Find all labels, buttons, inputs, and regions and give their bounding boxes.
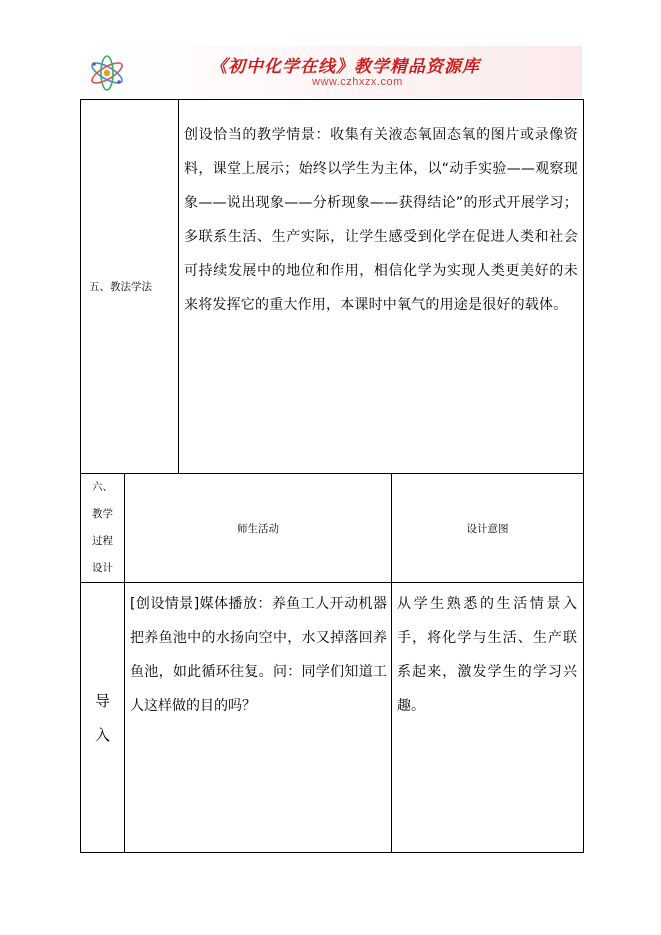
atom-logo-icon <box>86 54 128 92</box>
header-banner <box>80 46 582 98</box>
process-header-row <box>81 474 584 583</box>
process-label-line: 教学 <box>92 508 113 520</box>
process-design-label <box>81 474 125 583</box>
intro-intent-text: 从学生熟悉的生活情景入手，将化学与生活、生产联系起来，激发学生的学习兴趣。 <box>392 583 584 853</box>
lesson-plan-table <box>80 99 584 853</box>
intent-column-header: 设计意图 <box>392 474 584 583</box>
teaching-method-row <box>81 100 584 474</box>
banner-title: 《初中化学在线》教学精品资源库 <box>210 57 480 77</box>
activity-column-header: 师生活动 <box>125 474 392 583</box>
teaching-method-content: 创设恰当的教学情景：收集有关液态氧固态氧的图片或录像资料，课堂上展示；始终以学生为主体，以“动手实验——观察现象——说出现象——分析现象——获得结论”的形式开展学习；多联系生活、生产实际，让学生感受到化学在促进人类和社会可持续发展中的地位和作用，相信化学为实现人类更美好的未来将发挥它的重大作用，本课时中氧气的用途是很好的载体。 <box>179 100 584 474</box>
teaching-method-label: 五、教法学法 <box>81 100 179 474</box>
banner-url: www.czhxzx.com <box>312 76 403 88</box>
process-label-line: 六、 <box>92 481 113 493</box>
intro-row <box>81 583 584 853</box>
intro-label <box>81 583 125 853</box>
process-label-line: 过程 <box>92 535 113 547</box>
intro-label-line: 入 <box>94 725 110 744</box>
process-label-line: 设计 <box>92 562 113 574</box>
intro-activity-text: [创设情景]媒体播放：养鱼工人开动机器把养鱼池中的水扬向空中，水又掉落回养鱼池，如此循环往复。问：同学们知道工人这样做的目的吗？ <box>125 583 392 853</box>
intro-label-line: 导 <box>94 691 110 710</box>
